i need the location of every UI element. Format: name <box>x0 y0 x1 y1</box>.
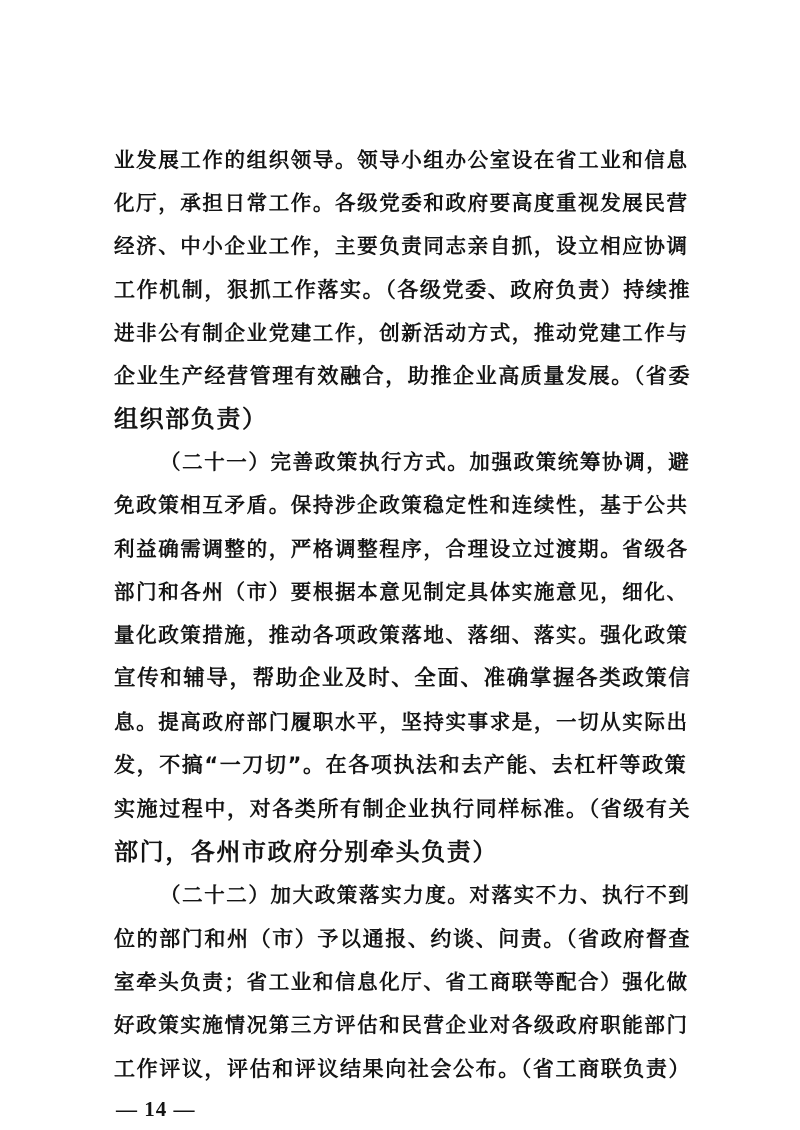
text-line: 宣传和辅导，帮助企业及时、全面、准确掌握各类政策信 <box>114 666 692 691</box>
text-line: 好政策实施情况第三方评估和民营企业对各级政府职能部门 <box>114 1013 689 1037</box>
text-line: 实施过程中，对各类所有制企业执行同样标准。（省级有关 <box>114 797 692 821</box>
text-line: 量化政策措施，推动各项政策落地、落细、落实。强化政策 <box>114 623 689 647</box>
text-line: 息。提高政府部门履职水平，坚持实事求是，一切从实际出 <box>114 710 689 734</box>
text-line: 化厅，承担日常工作。各级党委和政府要高度重视发展民营 <box>114 191 689 215</box>
text-line: 工作评议，评估和评议结果向社会公布。（省工商联负责） <box>114 1057 692 1081</box>
text-line: 利益确需调整的，严格调整程序，合理设立过渡期。省级各 <box>114 537 689 561</box>
text-line: 企业生产经营管理有效融合，助推企业高质量发展。（省委 <box>114 364 692 388</box>
text-line: 部门，各州市政府分别牵头负责） <box>114 838 498 866</box>
text-line: 进非公有制企业党建工作，创新活动方式，推动党建工作与 <box>114 321 689 345</box>
page-number: — 14 — <box>116 1097 196 1121</box>
text-line: 工作机制，狠抓工作落实。（各级党委、政府负责）持续推 <box>114 278 692 302</box>
section-heading-line: （二十一）完善政策执行方式。加强政策统筹协调，避 <box>160 450 691 474</box>
text-line: 部门和各州（市）要根据本意见制定具体实施意见，细化、 <box>114 580 689 604</box>
text-line: 室牵头负责；省工业和信息化厅、省工商联等配合）强化做 <box>114 970 689 994</box>
text-line: 经济、中小企业工作，主要负责同志亲自抓，设立相应协调 <box>114 234 689 258</box>
text-line: 发，不搞“一刀切”。在各项执法和去产能、去杠杆等政策 <box>114 753 688 777</box>
text-line: 业发展工作的组织领导。领导小组办公室设在省工业和信息 <box>114 148 689 172</box>
text-line: 免政策相互矛盾。保持涉企政策稳定性和连续性，基于公共 <box>114 493 689 517</box>
text-line: 组织部负责） <box>114 405 268 433</box>
text-line: 位的部门和州（市）予以通报、约谈、问责。（省政府督查 <box>114 927 692 951</box>
section-heading-line: （二十二）加大政策落实力度。对落实不力、执行不到 <box>160 883 691 907</box>
